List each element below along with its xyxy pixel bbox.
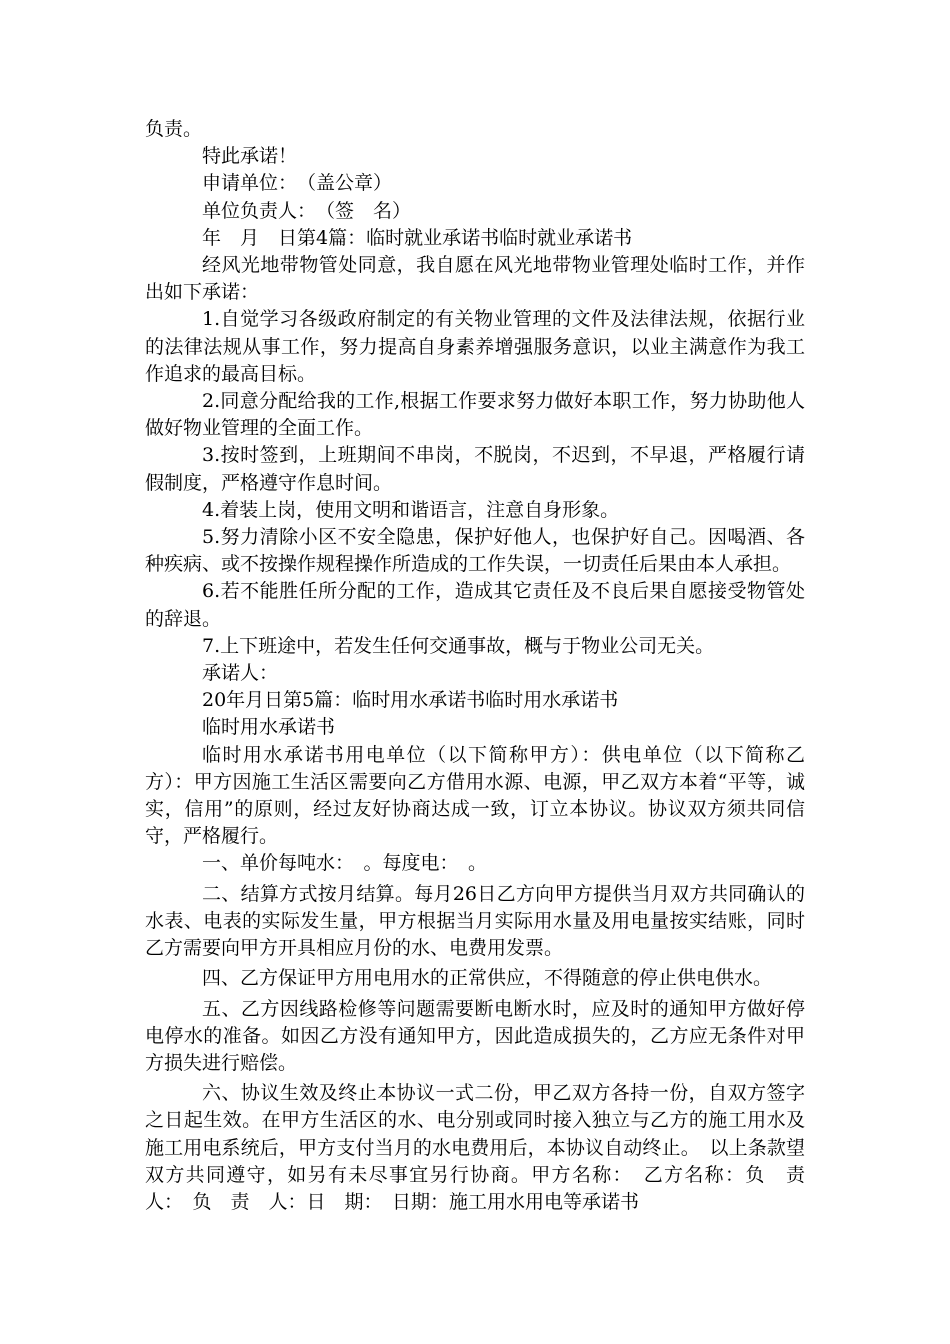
paragraph-item-7: 7.上下班途中，若发生任何交通事故，概与于物业公司无关。 [202, 634, 715, 657]
paragraph-pledger: 承诺人： [202, 662, 279, 685]
paragraph-pledge-closing: 特此承诺！ [202, 145, 298, 168]
paragraph-applicant-unit: 申请单位： （盖公章） [202, 172, 393, 195]
paragraph-clause-6: 六、协议生效及终止本协议一式二份，甲乙双方各持一份，自双方签字之日起生效。在甲方生活区的水、电分别或同时接入独立与乙方的施工用水及施工用电系统后，甲方支付当月的水电费用后，本协议自动终止。 以上条款望双方共同遵守，如另有未尽事宜另行协商。甲方名称： 乙方名称：负 责 人： 负 责 人：日 期： 日期：施工用水用电等承诺书 [145, 1082, 825, 1213]
paragraph-item-4: 4.着装上岗，使用文明和谐语言，注意自身形象。 [202, 498, 620, 521]
paragraph-unit-leader: 单位负责人： （签 名） [202, 199, 412, 222]
paragraph-section-5-heading: 20年月日第5篇：临时用水承诺书临时用水承诺书 [202, 689, 619, 712]
paragraph-clause-5: 五、乙方因线路检修等问题需要断电断水时，应及时的通知甲方做好停电停水的准备。如因乙方没有通知甲方，因此造成损失的，乙方应无条件对甲方损失进行赔偿。 [145, 997, 805, 1074]
paragraph-item-3: 3.按时签到，上班期间不串岗，不脱岗，不迟到，不早退，严格履行请假制度，严格遵守作息时间。 [145, 444, 805, 494]
paragraph-clause-1: 一、单价每吨水： 。每度电： 。 [202, 852, 488, 875]
paragraph-water-title: 临时用水承诺书 [202, 716, 336, 739]
paragraph-water-intro: 临时用水承诺书用电单位（以下简称甲方）：供电单位（以下简称乙方）：甲方因施工生活区需要向乙方借用水源、电源，甲乙双方本着“平等，诚实，信用”的原则，经过友好协商达成一致，订立本协议。协议双方须共同信守，严格履行。 [145, 743, 805, 848]
paragraph-clause-2: 二、结算方式按月结算。每月26日乙方向甲方提供当月双方共同确认的水表、电表的实际发生量，甲方根据当月实际用水量及用电量按实结账，同时乙方需要向甲方开具相应月份的水、电费用发票。 [145, 882, 805, 960]
document-page [145, 116, 825, 1216]
paragraph-item-1: 1.自觉学习各级政府制定的有关物业管理的文件及法律法规，依据行业的法律法规从事工作，努力提高自身素养增强服务意识，以业主满意作为我工作追求的最高目标。 [145, 308, 805, 385]
paragraph-clause-4: 四、乙方保证甲方用电用水的正常供应，不得随意的停止供电供水。 [202, 967, 773, 990]
paragraph-item-5: 5.努力清除小区不安全隐患，保护好他人，也保护好自己。因喝酒、各种疾病、或不按操作规程操作所造成的工作失误，一切责任后果由本人承担。 [145, 526, 805, 576]
paragraph-item-2: 2.同意分配给我的工作,根据工作要求努力做好本职工作，努力协助他人做好物业管理的全面工作。 [145, 390, 805, 440]
paragraph-item-6: 6.若不能胜任所分配的工作，造成其它责任及不良后果自愿接受物管处的辞退。 [145, 580, 805, 630]
paragraph-section-4-heading: 年 月 日第4篇：临时就业承诺书临时就业承诺书 [202, 226, 633, 249]
paragraph-section-4-intro: 经风光地带物管处同意，我自愿在风光地带物业管理处临时工作，并作出如下承诺： [145, 254, 805, 304]
paragraph-continuation: 负责。 [145, 118, 203, 140]
